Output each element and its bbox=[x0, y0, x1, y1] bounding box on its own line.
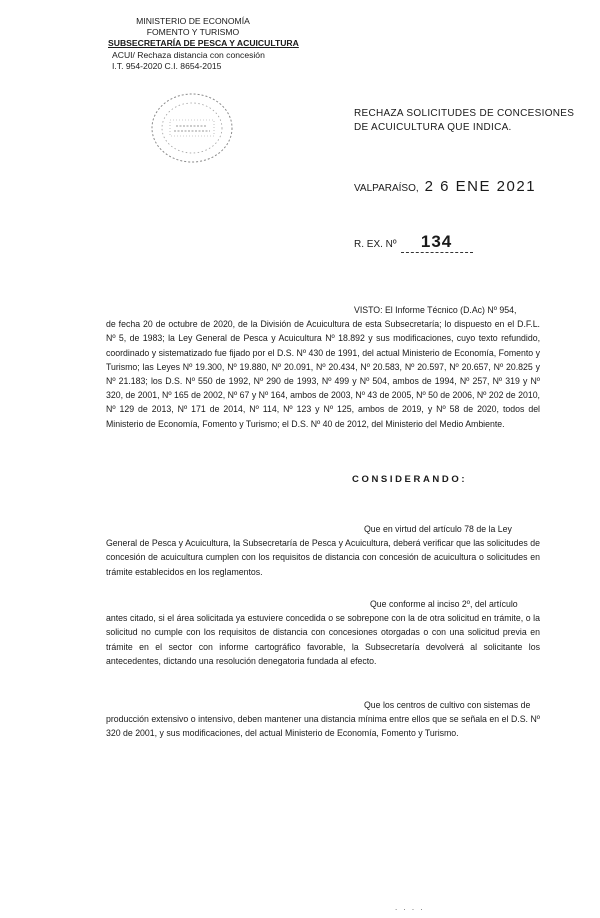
visto-body: de fecha 20 de octubre de 2020, de la División de Acuicultura de esta Subsecretaría; lo dispuesto en el D.F.L. Nº 5, de 1983; la Ley General de Pesca y Acuicultura Nº 18.892 y sus modificaciones, cuyo texto refundido, coordinado y sistematizado fue fijado por el D.S. Nº 430 de 1991, del actual Ministerio de Economía, Fomento y Turismo; las Leyes Nº 19.300, Nº 19.880, Nº 20.091, Nº 20.434, Nº 20.583, Nº 20.597, Nº 20.657, Nº 20.825 y Nº 21.183; los D.S. Nº 550 de 1992, Nº 290 de 1993, Nº 499 y Nº 504, ambos de 1994, Nº 257, Nº 319 y Nº 320, de 2001, Nº 165 de 2002, Nº 67 y Nº 164, ambos de 2003, Nº 43 de 2005, Nº 50 de 2006, Nº 202 de 2010, Nº 129 de 2013, Nº 171 de 2014, Nº 114, Nº 123 y Nº 125, ambos de 2019, y Nº 58 de 2020, todos del Ministerio de Economía, Fomento y Turismo; el D.S. Nº 40 de 2012, del Ministerio del Medio Ambiente. bbox=[106, 319, 540, 429]
p2-body: antes citado, si el área solicitada ya estuviere concedida o se sobrepone con la de otra solicitud en trámite, o la solicitud no cumple con los requisitos de distancia con concesiones otorgadas o con una solicitud previa en trámite en el sector con informe cartográfico favorable, la Subsecretaría devolverá al solicitante los antecedentes, dictando una resolución denegatoria fundada al efecto. bbox=[106, 613, 540, 666]
title-line-1: RECHAZA SOLICITUDES DE CONCESIONES bbox=[354, 108, 575, 119]
official-stamp-icon bbox=[148, 90, 240, 166]
resolution-title bbox=[354, 107, 574, 135]
title-line-2: DE ACUICULTURA QUE INDICA. bbox=[354, 122, 512, 133]
considerando-paragraph-2 bbox=[106, 597, 540, 668]
rex-number: 134 bbox=[401, 232, 473, 253]
visto-lead: VISTO: El Informe Técnico (D.Ac) Nº 954, bbox=[354, 305, 517, 315]
issue-date: 2 6 ENE 2021 bbox=[424, 178, 537, 195]
p3-body: producción extensivo o intensivo, deben mantener una distancia mínima entre ellos que se señala en el D.S. Nº 320 de 2001, y sus modificaciones, del actual Ministerio de Economía, Fomento y Turismo. bbox=[106, 714, 540, 739]
p1-body: General de Pesca y Acuicultura, la Subsecretaría de Pesca y Acuicultura, deberá verificar que las solicitudes de concesión de acuicultura cumplen con los requisitos de distancia con concesión de acuicultura o solicitudes en trámite establecidos en los reglamentos. bbox=[106, 538, 540, 577]
visto-paragraph bbox=[106, 303, 540, 431]
considerando-paragraph-3 bbox=[106, 698, 540, 741]
ministry-name: MINISTERIO DE ECONOMÍA bbox=[136, 16, 250, 26]
p1-lead: Que en virtud del artículo 78 de la Ley bbox=[364, 524, 512, 534]
subsecretaria-name: SUBSECRETARÍA DE PESCA Y ACUICULTURA bbox=[108, 38, 299, 49]
page-continuation-marks: . . . . bbox=[395, 903, 425, 912]
ministry-subtitle: FOMENTO Y TURISMO bbox=[146, 27, 240, 38]
resolution-number bbox=[354, 232, 473, 253]
letterhead bbox=[108, 16, 299, 72]
place-date bbox=[354, 178, 536, 195]
reference-line-1: ACUI/ Rechaza distancia con concesión bbox=[112, 49, 265, 60]
place-name: VALPARAÍSO, bbox=[354, 183, 419, 194]
reference-line-2: I.T. 954-2020 C.I. 8654-2015 bbox=[112, 60, 222, 71]
p2-lead: Que conforme al inciso 2º, del artículo bbox=[370, 599, 518, 609]
considerando-heading: CONSIDERANDO: bbox=[352, 474, 468, 485]
rex-label: R. EX. Nº bbox=[354, 239, 397, 250]
p3-lead: Que los centros de cultivo con sistemas de bbox=[364, 700, 531, 710]
considerando-paragraph-1 bbox=[106, 522, 540, 579]
